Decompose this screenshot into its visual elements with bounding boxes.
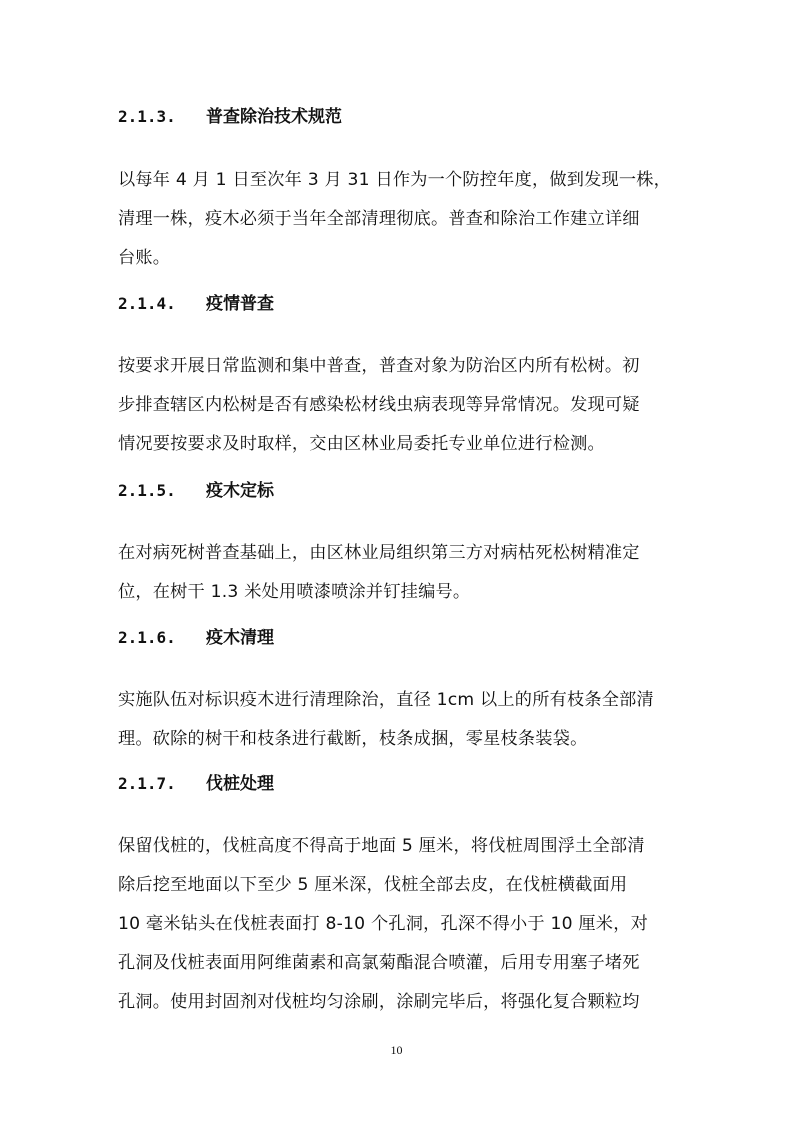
paragraph-line: 在对病死树普查基础上，由区林业局组织第三方对病枯死松树精准定 [118, 543, 640, 563]
section-number: 2.1.7. [118, 774, 176, 793]
paragraph-line: 除后挖至地面以下至少 5 厘米深，伐桩全部去皮，在伐桩横截面用 [118, 875, 628, 895]
section-number: 2.1.4. [118, 294, 176, 313]
section-heading-2-1-5 [118, 479, 274, 503]
section-heading-2-1-7 [118, 772, 274, 796]
paragraph-line: 位，在树干 1.3 米处用喷漆喷涂并钉挂编号。 [118, 582, 471, 602]
paragraph-line: 情况要按要求及时取样，交由区林业局委托专业单位进行检测。 [118, 434, 605, 454]
section-heading-2-1-6 [118, 626, 274, 650]
paragraph-line: 以每年 4 月 1 日至次年 3 月 31 日作为一个防控年度，做到发现一株， [118, 170, 672, 190]
paragraph-line: 孔洞。使用封固剂对伐桩均匀涂刷，涂刷完毕后，将强化复合颗粒均 [118, 992, 640, 1012]
paragraph-line: 保留伐桩的，伐桩高度不得高于地面 5 厘米，将伐桩周围浮土全部清 [118, 836, 645, 856]
section-heading-2-1-4 [118, 292, 274, 316]
section-title: 疫木定标 [206, 481, 274, 501]
section-number: 2.1.6. [118, 628, 176, 647]
section-heading-2-1-3 [118, 105, 342, 129]
paragraph-line: 孔洞及伐桩表面用阿维菌素和高氯菊酯混合喷灌，后用专用塞子堵死 [118, 953, 640, 973]
section-number: 2.1.3. [118, 107, 176, 126]
paragraph-line: 台账。 [118, 248, 171, 268]
section-title: 伐桩处理 [206, 774, 274, 794]
section-number: 2.1.5. [118, 481, 176, 500]
page-number: 10 [390, 1043, 403, 1057]
paragraph-line: 10 毫米钻头在伐桩表面打 8-10 个孔洞，孔深不得小于 10 厘米，对 [118, 914, 648, 934]
paragraph-line: 按要求开展日常监测和集中普查，普查对象为防治区内所有松树。初 [118, 356, 640, 376]
paragraph-line: 清理一株，疫木必须于当年全部清理彻底。普查和除治工作建立详细 [118, 209, 640, 229]
paragraph-line: 理。砍除的树干和枝条进行截断，枝条成捆，零星枝条装袋。 [118, 729, 588, 749]
paragraph-line: 步排查辖区内松树是否有感染松材线虫病表现等异常情况。发现可疑 [118, 395, 640, 415]
section-title: 疫情普查 [206, 294, 274, 314]
paragraph-line: 实施队伍对标识疫木进行清理除治，直径 1cm 以上的所有枝条全部清 [118, 690, 654, 710]
section-title: 普查除治技术规范 [206, 107, 342, 127]
section-title: 疫木清理 [206, 628, 274, 648]
